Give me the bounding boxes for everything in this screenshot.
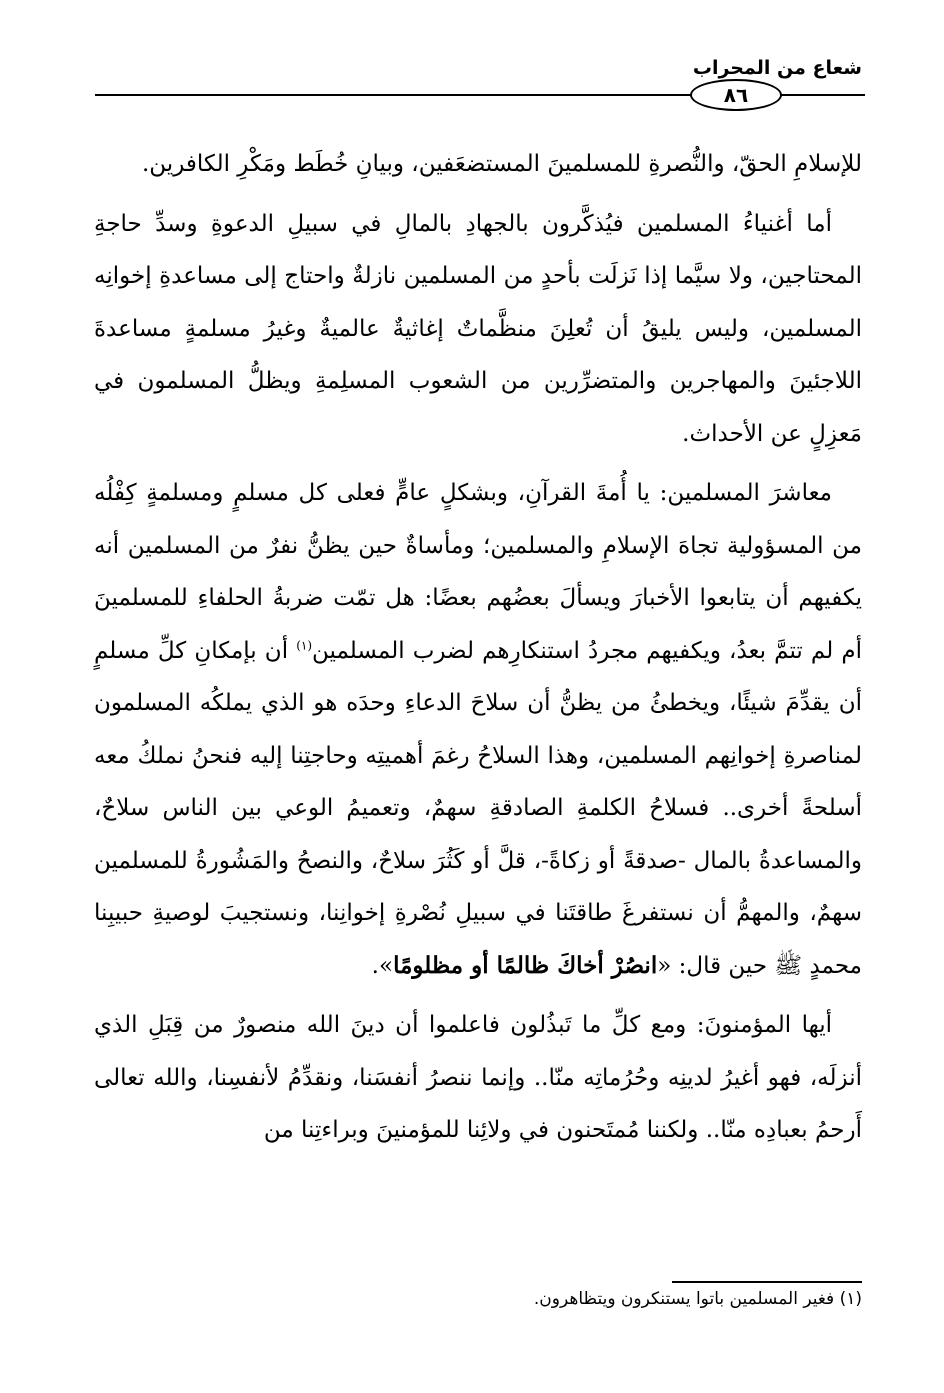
body-text <box>94 138 862 1157</box>
running-header-title: شعاع من المحراب <box>692 57 862 79</box>
paragraph-text-part1: معاشرَ المسلمين: يا أُمةَ القرآنِ، وبشكلٍ عامٍّ فعلى كل مسلمٍ ومسلمةٍ كِفْلُه من المسؤولية تجاهَ الإسلامِ والمسلمين؛ ومأساةٌ حين يظنُّ نفرٌ من المسلمين أنه يكفيهم أن يتابعوا الأخبارَ ويسألَ بعضُهم بعضًا: هل تمّت ضربةُ الحلفاءِ للمسلمينَ أم لم تتمَّ بعدُ، ويكفيهم مجردُ استنكارِهم لضرب المسلمين <box>94 480 862 664</box>
paragraph-continuation: للإسلامِ الحقّ، والنُّصرةِ للمسلمينَ المستضعَفين، وبيانِ خُطَط ومَكْرِ الكافرين. <box>141 151 862 177</box>
footnote-marker: (١) <box>839 1289 862 1309</box>
paragraph-believers: أيها المؤمنونَ: ومع كلِّ ما تَبذُلون فاعلموا أن دينَ الله منصورٌ من قِبَلِ الذي أنزلَه، فهو أغيرُ لدينِه وحُرُماتِه منّا.. وإنما ننصرُ أنفسَنا، ونقدِّمُ لأنفسِنا، والله تعالى أَرحمُ بعبادِه منّا.. ولكننا مُمتَحنون في ولائِنا للمؤمنينَ وبراءتِنا من <box>94 1012 862 1143</box>
hadith-quote: انصُرْ أخاكَ ظالمًا أو مظلومًا <box>393 951 658 979</box>
footnote <box>534 1289 862 1309</box>
quote-close: ». <box>371 952 394 979</box>
footnote-rule <box>672 1281 862 1283</box>
page-number <box>690 79 782 111</box>
paragraph-rich-muslims: أما أغنياءُ المسلمين فيُذكَّرون بالجهادِ بالمالِ في سبيلِ الدعوةِ وسدِّ حاجةِ المحتاجين، ولا سيَّما إذا نَزلَت بأحدٍ من المسلمين نازلةٌ واحتاج إلى مساعدةِ إخوانِه المسلمين، وليس يليقُ أن تُعلِنَ منظَّماتٌ إغاثيةٌ عالميةٌ وغيرُ مسلمةٍ مساعدةَ اللاجئينَ والمهاجرين والمتضرِّرين من الشعوب المسلِمةِ ويظلُّ المسلمون في مَعزِلٍ عن الأحداث. <box>94 210 862 447</box>
page-number-label: ٨٦ <box>723 83 749 107</box>
paragraph-text-part2: أن بإمكانِ كلِّ مسلمٍ أن يقدِّمَ شيئًا، ويخطئُ من يظنُّ أن سلاحَ الدعاءِ وحدَه هو الذي يملكُه المسلمون لمناصرةِ إخوانِهم المسلمين، وهذا السلاحُ رغمَ أهميتِه وحاجتِنا إليه فنحنُ نملكُ معه أسلحةً أخرى.. فسلاحُ الكلمةِ الصادقةِ سهمٌ، وتعميمُ الوعي بين الناس سلاحٌ، والمساعدةُ بالمال -صدقةً أو زكاةً-، قلَّ أو كَثُرَ سلاحٌ، والنصحُ والمَشُورةُ للمسلمين سهمٌ، والمهمُّ أن نستفرغَ طاقتَنا في سبيلِ نُصْرةِ إخوانِنا، ونستجيبَ لوصيةِ حبيبِنا محمدٍ ﷺ حين قال: « <box>94 637 862 979</box>
footnote-reference: (١) <box>296 637 313 652</box>
footnote-text: فغير المسلمين باتوا يستنكرون ويتظاهرون. <box>533 1289 835 1309</box>
paragraph-community-duty <box>94 467 862 992</box>
